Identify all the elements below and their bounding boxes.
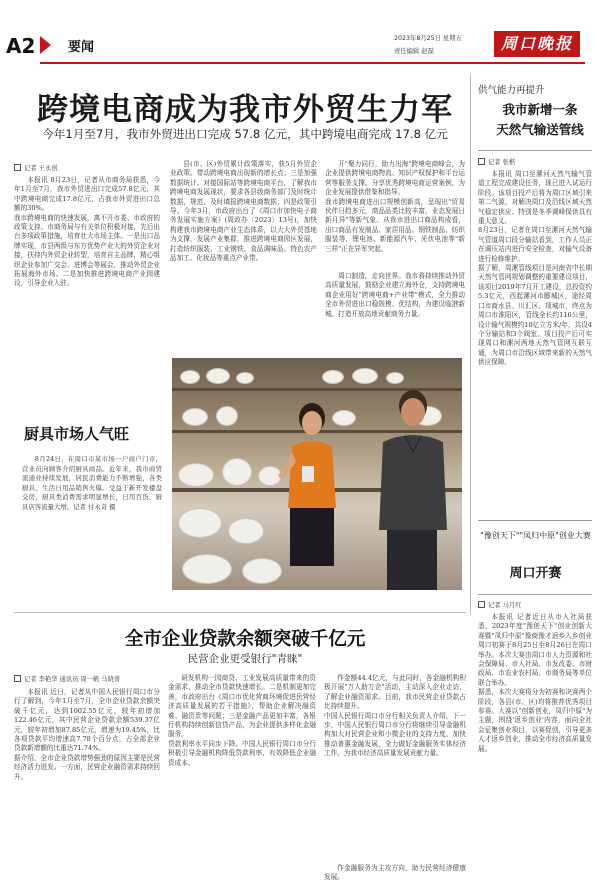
story2-column-1: 本报讯 近日，记者从中国人民银行周口市分行了解到，今年1月至7月，全市企业贷款余额突破千亿元，达到1002.55亿元，较年初增加122.46亿元，其中民营企业贷款余额539.37亿元，较年初增加87.85亿元，增速为19.45%，比各项贷款平均增速高7.78个百分点，占全部企业贷款新增额的比重达71.74%。 据介绍，全市企业贷款增势强劲的原因主要是民营经济活力迸发。一方面，民营企业融资需求持续回升。 bbox=[14, 688, 160, 781]
saleswoman-figure bbox=[278, 396, 340, 566]
header-rule bbox=[40, 62, 585, 64]
sidebar1-headline-line1: 我市新增一条 bbox=[502, 102, 578, 117]
sidebar2-top-rule bbox=[478, 520, 592, 521]
sidebar1-headline-line2: 天然气输送管线 bbox=[496, 122, 584, 137]
editor-credit: 责任编辑 赵磊 bbox=[394, 48, 434, 55]
lead-column-1: 本报讯 8月23日，记者从市商务局获悉，今年1月至7月，我市外贸进出口完成57.8亿元，其中跨境电商完成17.8亿元，占我市外贸进出口总额的30%。 我市跨境电商的快速发展，离不开市委、市政府的政策支持。市商务局与有关单位积极对接，先后出台多项政策措施，培育壮大市场主体。一是出口品牌实现，市县两级与东方优势产业大的外贸企业对接，扶持内外贸企业转型，培育自主品牌，精心组织企业参加广交会、进博会等展会，推动外贸企业拓展海外市场。二是加快推进跨境电商产业园建设，引导企业入驻。 bbox=[14, 176, 160, 288]
dish bbox=[322, 370, 344, 384]
section-arrow-icon bbox=[40, 36, 51, 54]
dish bbox=[180, 370, 200, 384]
customer-man-figure bbox=[375, 380, 450, 590]
photo-caption: 8月24日，在周口市某市场一户商户门市，营业员向顾客介绍厨具商品。近年来，我市商贸流通业持续发展，居民消费能力不断增强，各类厨具、生活日用品销售火爆。受益于新开发楼盘交房，厨具类消费需求明显增长，日用百货、厨具店客流量大增。记者 付永奇 摄 bbox=[22, 455, 162, 511]
dish bbox=[228, 518, 264, 544]
dish bbox=[236, 372, 254, 384]
lead-headline: 跨境电商成为我市外贸生力军 bbox=[37, 92, 453, 128]
lead-column-3: 开"聚力同行，助力出海"跨境电商峰会，为企业提供跨境电商物流、知识产权保护和平台运营等服务支撑。分享优秀跨境电商运营案例，为企业发展提供借鉴和指导。 我市跨境电商进出口规模创新高，呈现出"贸易伙伴日趋多元，商品品类比较丰富，业态发展日新月异"等新气象。从我市进出口商品构成看，出口商品有发制品、家居用品、钢铁制品、纺织服装等，锂电池、新能源汽车、光伏电池等"新三样"正在异军突起。 bbox=[325, 160, 465, 253]
sidebar1-kicker: 供气能力再提升 bbox=[478, 85, 545, 96]
byline-box-icon bbox=[478, 158, 485, 165]
byline-box-icon bbox=[14, 164, 21, 171]
photo-caption-title: 厨具市场人气旺 bbox=[24, 425, 130, 443]
dish bbox=[216, 406, 238, 426]
sidebar2-kicker: "豫创天下""凤归中原"创业大赛 bbox=[480, 531, 591, 540]
story2-headline: 全市企业贷款余额突破千亿元 bbox=[124, 629, 366, 650]
story2-column-4: 作金融服务为主攻方向，助力民营经济健康发展。 bbox=[324, 864, 466, 882]
lead-column-2: 县(市、区)外贸累计政策落实，获5月外贸企业政策。带动跨境电商出现新的增长点；三是加强数据统计。对接国际站等跨境电商平台，了解我市跨境电商发展现状，要求各县级商务部门及时统计数据，规范、及时填报跨境电商数据；四是政策引导。今年3月，市政府出台了《周口市加快电子商务发展实施方案》(周政办〔2023〕13号)，加快构建我市跨境电商产业生态体系，以大大外贸基地为支撑，发展产业集群，推进跨境电商园区发展，打造纺织服装、工业钢铁、食品调味品、特色农产品加工、化妆品等重点产业带。 bbox=[170, 160, 317, 263]
story2-subhead: 民营企业更受银行"青睐" bbox=[187, 653, 303, 665]
byline-box-icon bbox=[478, 601, 485, 608]
byline-box-icon bbox=[14, 675, 21, 682]
sidebar1-rule bbox=[478, 150, 592, 151]
dish bbox=[182, 554, 232, 584]
section-name bbox=[58, 36, 94, 55]
story2-column-2: 研发机构一园商贷、工业发展高质量带来的资金需求，推动全市贷款快速增长。二是机制更加完善，市政府出台《周口市优化营商环境促进民营经济高质量发展的若干措施》，帮助企业解决融资难、融资贵等问题；三是金融产品更加丰富，各银行机构持续创新信贷产品，为企业提供多样化金融服务。 贷款利率水平同步下降。中国人民银行周口市分行积极引导金融机构降低贷款利率，有效降低企业融资成本。 bbox=[168, 674, 316, 767]
sidebar1-byline-text: 记者 张楷 bbox=[488, 159, 516, 166]
dish bbox=[222, 458, 252, 486]
lead-byline bbox=[14, 163, 58, 172]
page-number: A2 bbox=[6, 34, 36, 58]
dish bbox=[178, 463, 214, 487]
dish bbox=[178, 508, 222, 538]
sidebar-divider bbox=[470, 74, 471, 614]
newspaper-logo: 周口晚报 bbox=[494, 31, 580, 57]
story2-column-3: 作金额44.4亿元，与此同时，各金融机构积极开展"万人助万企"活动，主动深入企业走访，了解企业融资需求。目前，我市民营企业贷款占比持续提升。 中国人民银行周口市分行相关负责人介绍，下一步，中国人民银行周口市分行将继续引导金融机构加大对民营企业和小微企业的支持力度，加快推动普惠金融发展，全力做好金融服务实体经济工作，为我市经济高质量发展贡献力量。 bbox=[324, 674, 466, 758]
lead-column-4: 周口制造，走向世界。我市将持续推动外贸高质量发展，鼓励企业建立海外仓，支持跨境电商企业用好"跨境电商+产业带"模式，全力推动全市外贸进出口稳规模、优结构，为建设临港新城、打造开放高地贡献商务力量。 bbox=[325, 272, 465, 318]
sidebar2-rule bbox=[478, 594, 592, 595]
story2-byline bbox=[14, 674, 120, 683]
sidebar2-headline: 周口开赛 bbox=[509, 566, 562, 581]
dish bbox=[242, 558, 282, 584]
sidebar1-text: 本报讯 周口至漯河天然气输气管道工程完成建设任务，现已进入试运行阶段。该项目投产后将为周口区域引来第二气源，对解决周口及沿线区域天然气稳定供应、特别是冬季调峰保供具有重大意义。 8月23日，记者在周口至漯河天然气输气管道周口段分输站看到，工作人员正在调压站内进行安全检查，对输气设备进行检修维护。 据了解，周漯管线项目是河南省中长期天然气管网规划调整的重要建设项目，该项目2019年7月开工建设，总投资约5.3亿元，西起漯河市郾城区，途经周口市商水县、川汇区、项城市，终点为周口市淮阳区，管线全长约116公里，设计输气规模约10亿立方米/年，共设4个分输站和3个阀室。项目投产后可实现周口和漯河两地天然气管网互联互通，为周口市沿线区域带来新的天然气供应保障。 bbox=[478, 170, 592, 367]
story2-top-rule bbox=[14, 612, 466, 613]
story2-byline-text: 记者 李艳华 通讯员 周一帆 马晓菁 bbox=[24, 676, 121, 683]
sidebar1-headline bbox=[485, 100, 595, 140]
sidebar2-text: 本报讯 记者近日从市人社局获悉，2023年度"豫创天下"创业创新大赛暨"凤归中原"豫商豫才返乡入乡创业周口初赛于8月25日至8月26日在周口举办。本次大赛由周口市人力资源和社会保障局、市人社局、市发改委、市财政局、市农业农村局、市商务局等单位联合举办。 据悉，本次大赛将分为初赛和决赛两个阶段，各县(市、区)均将推荐优秀项目参赛。大赛以"创新创业，凤归中原"为主题，围绕'返乡创业'内容，面向全社会征集创业项目，以赛促创，引导更多人才返乡创业，推动全市经济高质量发展。 bbox=[478, 613, 592, 753]
sidebar2-byline bbox=[478, 600, 522, 609]
lead-subhead: 今年1月至7月，我市外贸进出口完成 57.8 亿元，其中跨境电商完成 17.8 亿元 bbox=[42, 127, 448, 141]
dish bbox=[206, 368, 230, 384]
lead-byline-text: 记者 王永创 bbox=[24, 165, 58, 172]
sidebar1-byline bbox=[478, 157, 515, 166]
sidebar2-byline-text: 记者 马月红 bbox=[488, 602, 522, 609]
section-label: 要闻 bbox=[68, 40, 95, 55]
dish bbox=[182, 408, 208, 426]
dateline: 2023年8月25日 星期五 bbox=[394, 35, 462, 42]
